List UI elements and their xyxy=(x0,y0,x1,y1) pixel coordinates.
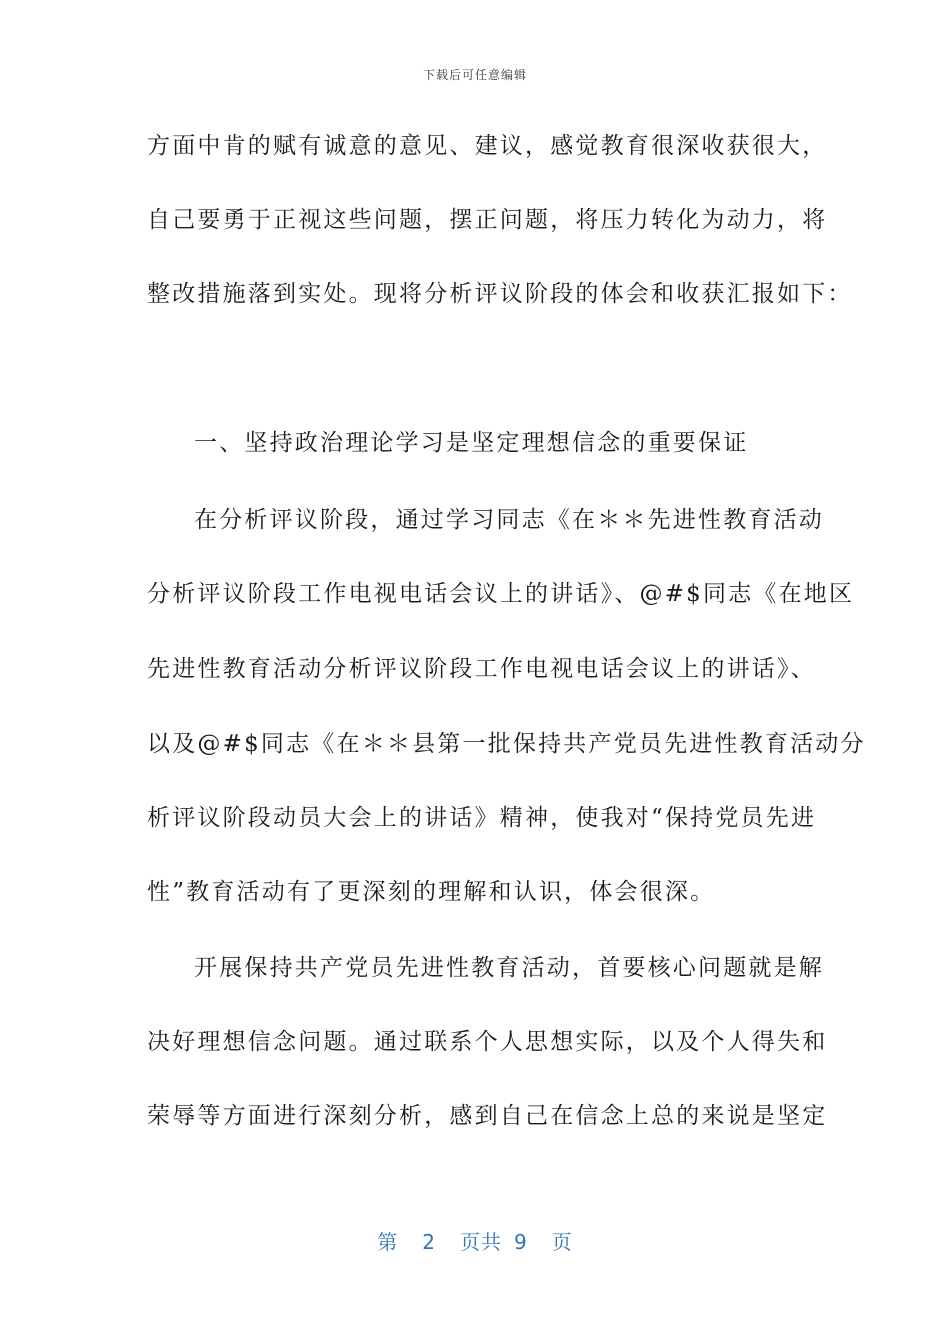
page-number: 2 xyxy=(422,1230,436,1254)
text-line: 荣辱等方面进行深刻分析，感到自己在信念上总的来说是坚定 xyxy=(147,1103,828,1129)
text-line: 以及@#$同志《在＊＊县第一批保持共产党员先进性教育活动分 xyxy=(147,731,866,757)
page-suffix: 页 xyxy=(551,1230,573,1254)
page-mid: 页共 xyxy=(460,1230,502,1254)
text-line: 先进性教育活动分析评议阶段工作电视电话会议上的讲话》、 xyxy=(147,656,816,682)
text-line: 分析评议阶段工作电视电话会议上的讲话》、@#$同志《在地区 xyxy=(147,581,855,607)
text-line: 自己要勇于正视这些问题，摆正问题，将压力转化为动力，将 xyxy=(147,207,828,233)
text-line: 决好理想信念问题。通过联系个人思想实际，以及个人得失和 xyxy=(147,1029,828,1055)
text-line: 性”教育活动有了更深刻的理解和认识，体会很深。 xyxy=(147,879,716,905)
text-line: 开展保持共产党员先进性教育活动，首要核心问题就是解 xyxy=(194,955,824,981)
page-footer xyxy=(0,1226,950,1255)
page-prefix: 第 xyxy=(377,1230,399,1254)
text-line: 析评议阶段动员大会上的讲话》精神，使我对“保持党员先进 xyxy=(147,805,817,831)
header-note: 下载后可任意编辑 xyxy=(422,68,527,82)
text-line: 方面中肯的赋有诚意的意见、建议，感觉教育很深收获很大， xyxy=(147,133,828,159)
text-line: 在分析评议阶段，通过学习同志《在＊＊先进性教育活动 xyxy=(194,507,824,533)
text-line: 整改措施落到实处。现将分析评议阶段的体会和收获汇报如下： xyxy=(147,281,853,307)
total-pages: 9 xyxy=(514,1230,528,1254)
section-heading: 一、坚持政治理论学习是坚定理想信念的重要保证 xyxy=(194,430,749,456)
